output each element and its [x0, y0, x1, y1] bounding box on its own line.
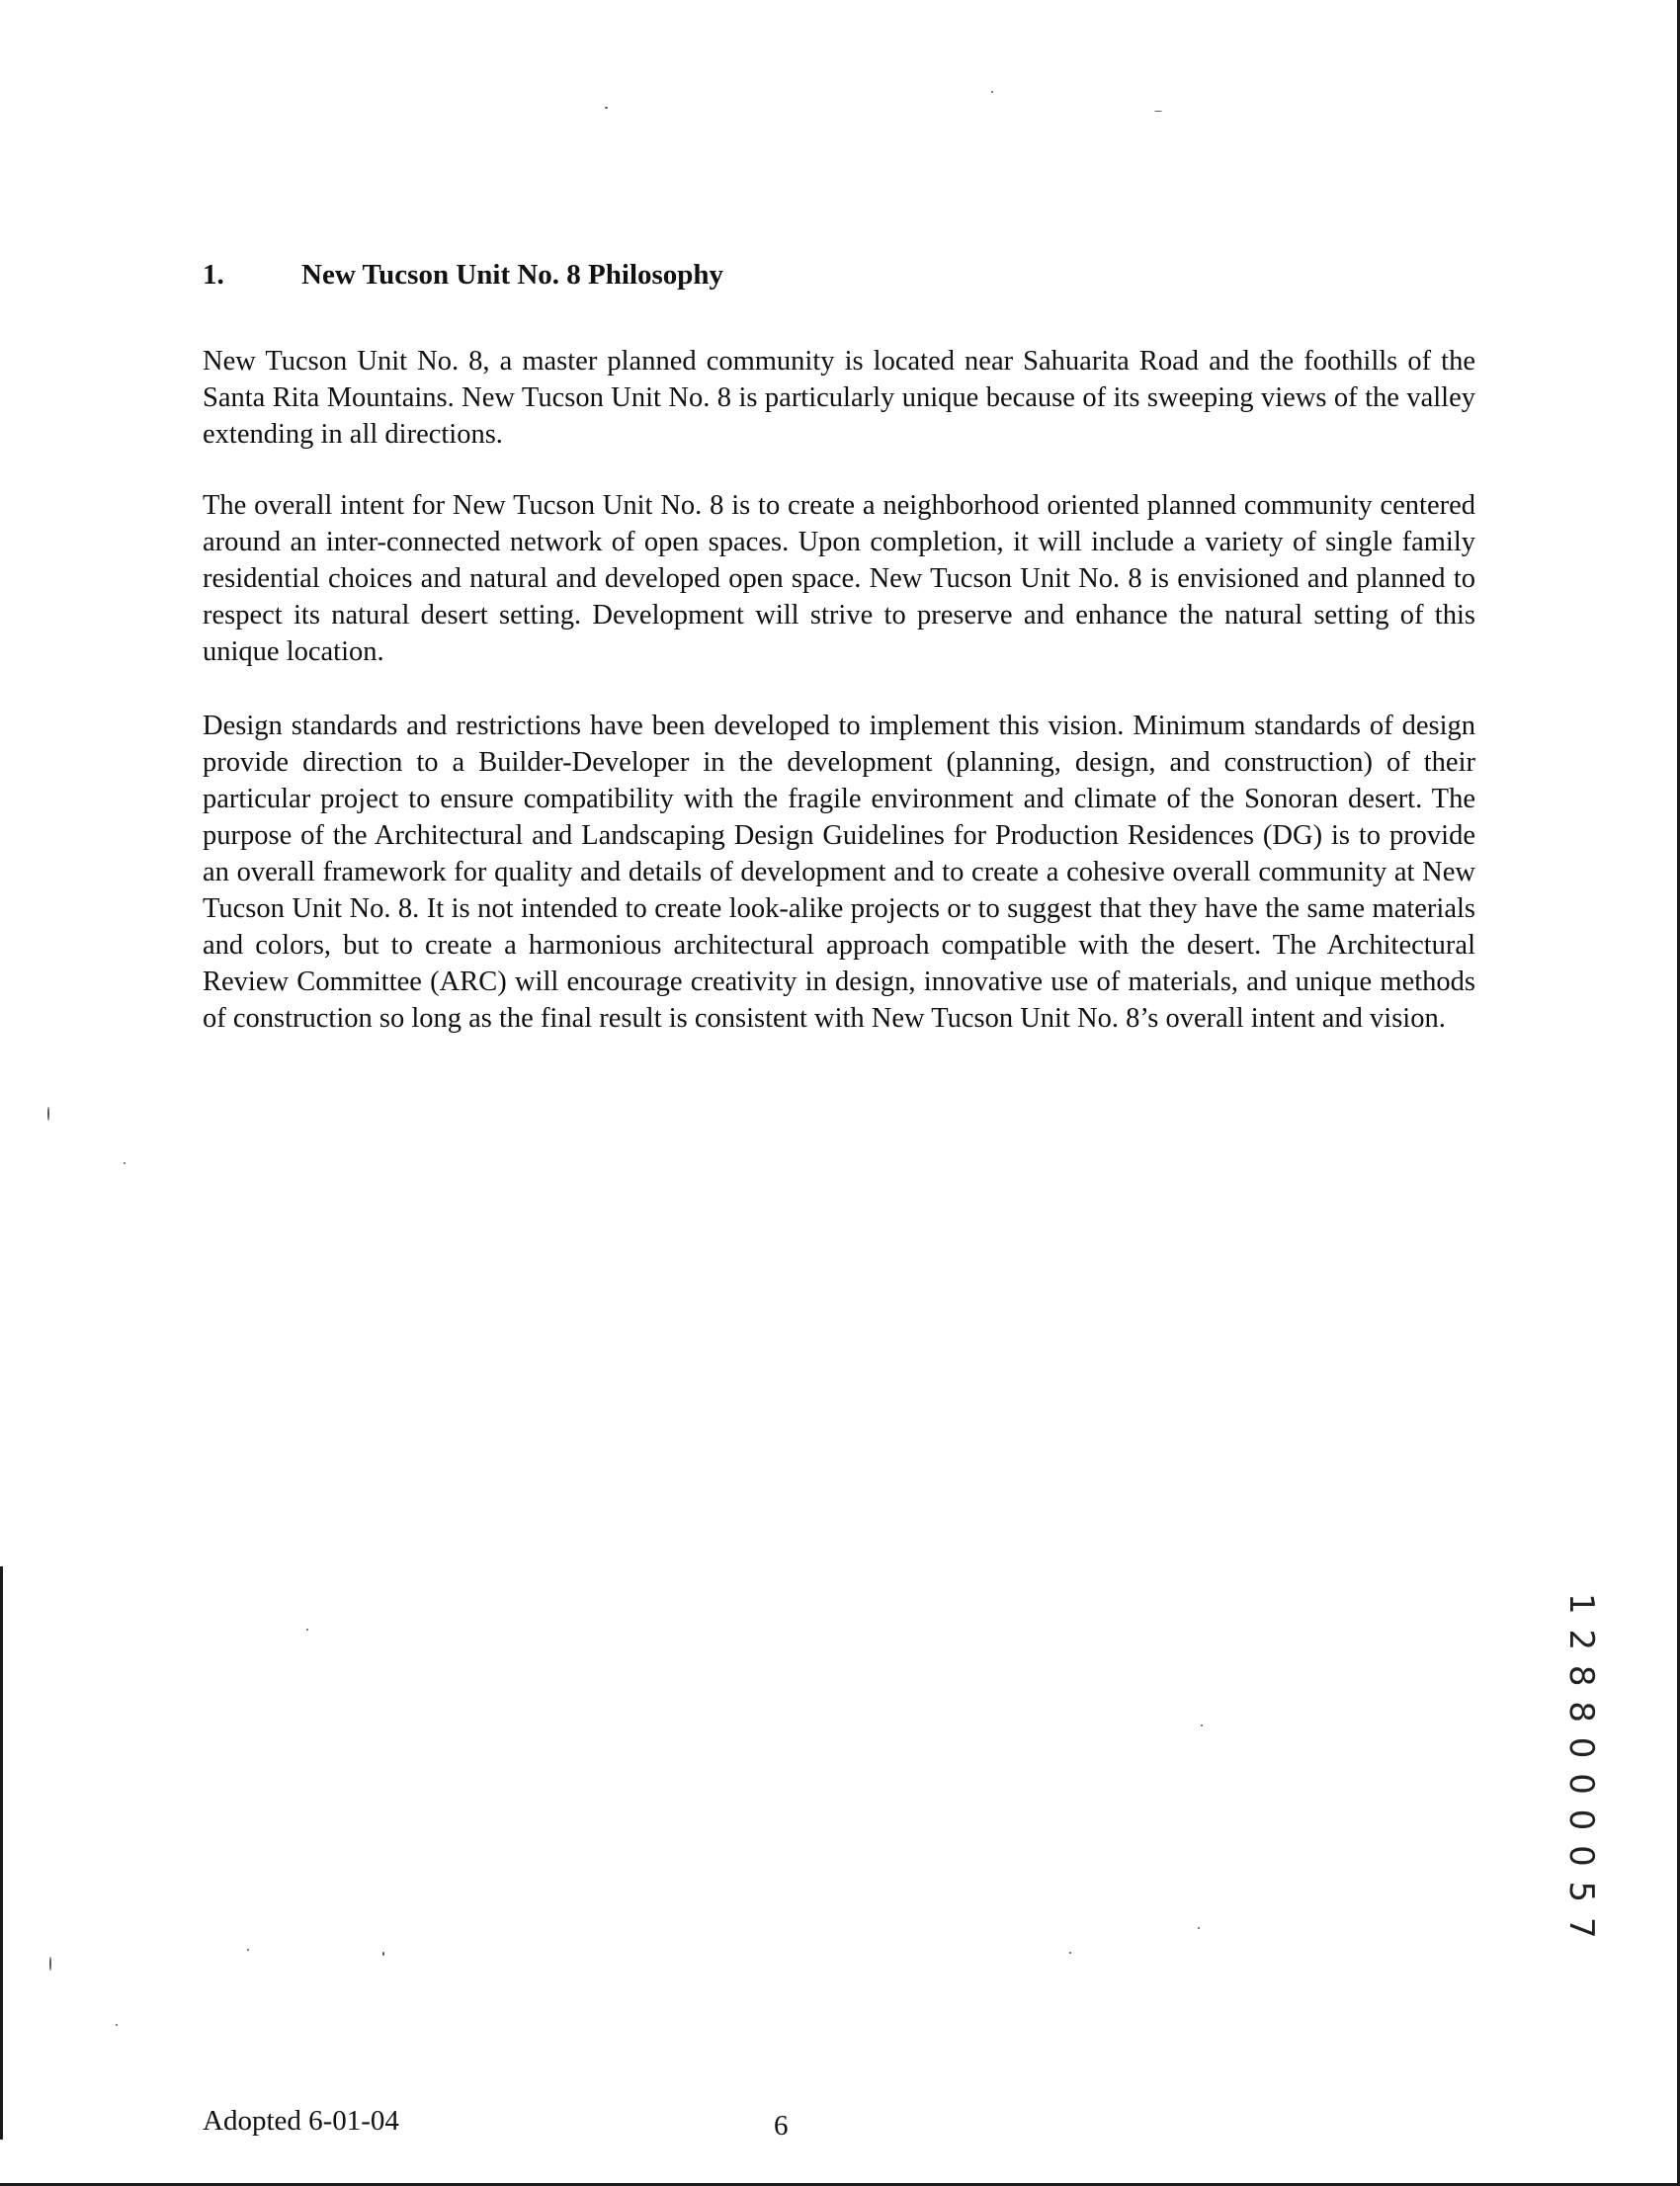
footer-adopted-date: Adopted 6-01-04 — [203, 2105, 399, 2137]
section-heading — [203, 259, 723, 292]
scan-speck — [1201, 1724, 1203, 1726]
scan-speck — [306, 1629, 308, 1631]
scan-speck — [124, 1162, 126, 1164]
bates-number: 1 2 8 8 0 0 0 0 5 7 — [1561, 1593, 1601, 1941]
scan-speck — [1069, 1952, 1071, 1954]
footer-page-number: 6 — [774, 2110, 789, 2142]
section-number: 1. — [203, 259, 224, 291]
scan-speck — [605, 107, 608, 109]
scan-speck — [49, 1957, 51, 1971]
scan-speck — [991, 91, 993, 93]
scan-speck — [247, 1949, 249, 1951]
page-edge-left-mark — [0, 1566, 3, 2140]
scan-speck — [116, 2024, 118, 2026]
scan-speck — [47, 1107, 49, 1121]
scan-speck — [382, 1952, 384, 1956]
scan-speck — [1198, 1927, 1200, 1929]
paragraph-design-standards: Design standards and restrictions have been developed to implement this vision. Minimum standards of design provide direction to a Builder-Developer in the development (planning, design, and construction) of their particular project to ensure compatibility with the fragile environment and climate of the Sonoran desert. The purpose of the Architectural and Landscaping Design Guidelines for Production Residences (DG) is to provide an overall framework for quality and details of development and to create a cohesive overall community at New Tucson Unit No. 8. It is not intended to create look-alike projects or to suggest that they have the same materials and colors, but to create a harmonious architectural approach compatible with the desert. The Architectural Review Committee (ARC) will encourage creativity in design, innovative use of materials, and unique methods of construction so long as the final result is consistent with New Tucson Unit No. 8’s overall intent and vision. — [203, 711, 1475, 1034]
section-title: New Tucson Unit No. 8 Philosophy — [301, 259, 724, 291]
scan-speck — [1154, 111, 1162, 112]
paragraph-intent: The overall intent for New Tucson Unit No. 8 is to create a neighborhood oriented planned community centered around an inter-connected network of open spaces. Upon completion, it will include a variety of single family residential choices and natural and developed open space. New Tucson Unit No. 8 is envisioned and planned to respect its natural desert setting. Development will strive to preserve and enhance the natural setting of this unique location. — [203, 490, 1475, 667]
paragraph-location: New Tucson Unit No. 8, a master planned community is located near Sahuarita Road and the foothills of the Santa Rita Mountains. New Tucson Unit No. 8 is particularly unique because of its sweeping views of the valley extending in all directions. — [203, 346, 1475, 450]
